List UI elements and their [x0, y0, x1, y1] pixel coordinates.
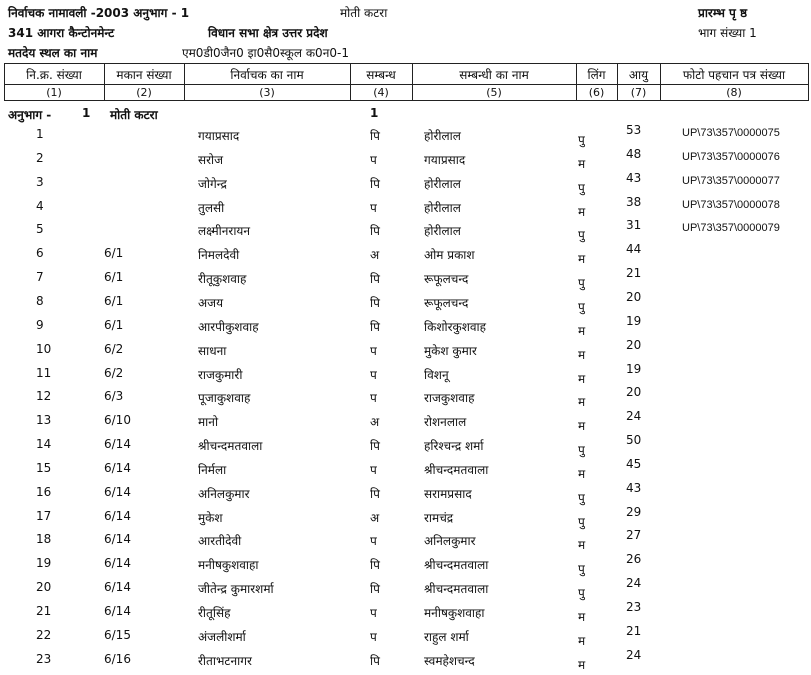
- relation-type: प: [370, 344, 377, 358]
- age: 24: [626, 576, 642, 590]
- house-number: 6/16: [104, 652, 131, 666]
- col-number: (5): [486, 86, 502, 99]
- relative-name: स्वमहेशचन्द: [424, 654, 475, 668]
- age: 26: [626, 552, 642, 566]
- gender: म: [578, 372, 586, 386]
- relation-type: पि: [370, 654, 380, 668]
- gender: पु: [578, 586, 585, 600]
- epic-number: UP\73\357\0000076: [682, 151, 780, 163]
- gender: म: [578, 634, 586, 648]
- gender: म: [578, 205, 586, 219]
- elector-name: गयाप्रसाद: [198, 129, 240, 143]
- serial-number: 7: [36, 270, 44, 284]
- relation-type: पि: [370, 296, 380, 310]
- epic-number: UP\73\357\0000075: [682, 127, 780, 139]
- house-number: 6/14: [104, 532, 131, 546]
- serial-number: 8: [36, 294, 44, 308]
- serial-number: 21: [36, 604, 52, 618]
- relative-name: रूफूलचन्द: [424, 296, 469, 310]
- serial-number: 6: [36, 246, 44, 260]
- serial-number: 2: [36, 151, 44, 165]
- relative-name: श्रीचन्दमतवाला: [424, 558, 489, 572]
- age: 20: [626, 290, 642, 304]
- gender: पु: [578, 300, 585, 314]
- header-top-rule: [4, 63, 809, 64]
- col-number: (7): [630, 86, 647, 99]
- gender: म: [578, 467, 586, 481]
- epic-number: UP\73\357\0000078: [682, 199, 780, 211]
- constituency-name: 341 आगरा कैन्टोनमेन्ट: [8, 26, 115, 40]
- col-number: (4): [373, 86, 389, 99]
- age: 19: [626, 314, 642, 328]
- gender: पु: [578, 228, 585, 242]
- relation-type: पि: [370, 320, 380, 334]
- assembly-label: विधान सभा क्षेत्र उत्तर प्रदेश: [208, 26, 328, 40]
- relative-name: राजकुशवाह: [424, 391, 475, 405]
- age: 29: [626, 505, 642, 519]
- header-mid-rule: [4, 84, 809, 85]
- header-bottom-rule: [4, 100, 809, 101]
- house-number: 6/10: [104, 413, 131, 427]
- gender: म: [578, 252, 586, 266]
- age: 43: [626, 481, 642, 495]
- serial-number: 11: [36, 366, 52, 380]
- serial-number: 14: [36, 437, 52, 451]
- elector-name: मानो: [198, 415, 219, 429]
- epic-number: UP\73\357\0000077: [682, 175, 780, 187]
- elector-name: रीताभटनागर: [198, 654, 252, 668]
- house-number: 6/14: [104, 580, 131, 594]
- gender: पु: [578, 515, 585, 529]
- relative-name: किशोरकुशवाह: [424, 320, 487, 334]
- col-header-relation: सम्बन्ध: [366, 68, 396, 82]
- relative-name: गयाप्रसाद: [424, 153, 466, 167]
- serial-number: 4: [36, 199, 44, 213]
- age: 20: [626, 385, 642, 399]
- epic-number: UP\73\357\0000079: [682, 222, 780, 234]
- polling-station-label: मतदेय स्थल का नाम: [8, 46, 98, 60]
- elector-name: जीतेन्द्र कुमारशर्मा: [198, 582, 274, 596]
- age: 31: [626, 218, 642, 232]
- gender: पु: [578, 276, 585, 290]
- relation-type: पि: [370, 558, 380, 572]
- col-number: (2): [136, 86, 152, 99]
- serial-number: 19: [36, 556, 52, 570]
- gender: पु: [578, 562, 585, 576]
- house-number: 6/1: [104, 318, 124, 332]
- age: 38: [626, 195, 642, 209]
- serial-number: 13: [36, 413, 52, 427]
- elector-name: जोगेन्द्र: [198, 177, 227, 191]
- relative-name: मुकेश कुमार: [424, 344, 477, 358]
- relation-type: प: [370, 606, 377, 620]
- relative-name: होरीलाल: [424, 177, 461, 191]
- elector-name: अजय: [198, 296, 224, 310]
- age: 48: [626, 147, 642, 161]
- relation-type: प: [370, 368, 377, 382]
- house-number: 6/14: [104, 485, 131, 499]
- age: 24: [626, 648, 642, 662]
- gender: पु: [578, 443, 585, 457]
- elector-name: आरपीकुशवाह: [198, 320, 259, 334]
- gender: म: [578, 324, 586, 338]
- col-header-epic: फोटो पहचान पत्र संख्या: [682, 68, 786, 82]
- relation-type: प: [370, 153, 377, 167]
- gender: म: [578, 395, 586, 409]
- col-header-serial: नि.क्र. संख्या: [26, 68, 82, 82]
- age: 50: [626, 433, 642, 447]
- age: 20: [626, 338, 642, 352]
- relation-type: पि: [370, 487, 380, 501]
- serial-number: 10: [36, 342, 52, 356]
- elector-name: निमलदेवी: [198, 248, 240, 262]
- relative-name: मनीषकुशवाहा: [424, 606, 485, 620]
- serial-number: 17: [36, 509, 52, 523]
- relative-name: ओम प्रकाश: [424, 248, 475, 262]
- relative-name: श्रीचन्दमतवाला: [424, 463, 489, 477]
- relation-type: पि: [370, 582, 380, 596]
- section-name: मोती कटरा: [110, 108, 158, 122]
- polling-station-name: एम0डी0जैन0 इा0सै0स्कूल क0न0-1: [182, 46, 349, 60]
- section-number: 1: [82, 106, 91, 120]
- section-count: 1: [370, 106, 379, 120]
- age: 27: [626, 528, 642, 542]
- house-number: 6/1: [104, 270, 124, 284]
- elector-name: श्रीचन्दमतवाला: [198, 439, 263, 453]
- gender: पु: [578, 491, 585, 505]
- col-number: (8): [726, 86, 742, 99]
- section-label: अनुभाग -: [8, 108, 52, 122]
- elector-name: सरोज: [198, 153, 224, 167]
- col-number: (3): [259, 86, 275, 99]
- house-number: 6/14: [104, 556, 131, 570]
- house-number: 6/14: [104, 461, 131, 475]
- serial-number: 9: [36, 318, 44, 332]
- relative-name: रामचंद्र: [424, 511, 454, 525]
- gender: पु: [578, 133, 585, 147]
- relative-name: होरीलाल: [424, 129, 461, 143]
- relative-name: श्रीचन्दमतवाला: [424, 582, 489, 596]
- house-number: 6/2: [104, 342, 124, 356]
- col-number: (1): [46, 86, 62, 99]
- elector-name: तुलसी: [198, 201, 225, 215]
- relative-name: राहुल शर्मा: [424, 630, 469, 644]
- serial-number: 3: [36, 175, 44, 189]
- elector-name: निर्मला: [198, 463, 227, 477]
- col-header-house: मकान संख्या: [116, 68, 172, 82]
- relation-type: अ: [370, 511, 380, 525]
- elector-name: आरतीदेवी: [198, 534, 242, 548]
- locality-name: मोती कटरा: [340, 6, 388, 20]
- relative-name: रूफूलचन्द: [424, 272, 469, 286]
- serial-number: 20: [36, 580, 52, 594]
- relative-name: विशनू: [424, 368, 449, 382]
- relation-type: प: [370, 534, 377, 548]
- serial-number: 16: [36, 485, 52, 499]
- relative-name: होरीलाल: [424, 201, 461, 215]
- serial-number: 1: [36, 127, 44, 141]
- age: 23: [626, 600, 642, 614]
- relation-type: प: [370, 201, 377, 215]
- part-number: भाग संख्या 1: [698, 26, 757, 40]
- house-number: 6/14: [104, 604, 131, 618]
- age: 19: [626, 362, 642, 376]
- gender: म: [578, 157, 586, 171]
- roll-title: निर्वाचक नामावली -2003 अनुभाग - 1: [8, 6, 190, 20]
- elector-name: मनीषकुशवाहा: [198, 558, 259, 572]
- elector-name: पूजाकुशवाह: [198, 391, 251, 405]
- elector-name: मुकेश: [198, 511, 223, 525]
- elector-name: अंजलीशर्मा: [198, 630, 246, 644]
- house-number: 6/2: [104, 366, 124, 380]
- house-number: 6/15: [104, 628, 131, 642]
- age: 43: [626, 171, 642, 185]
- relation-type: प: [370, 630, 377, 644]
- serial-number: 23: [36, 652, 52, 666]
- age: 44: [626, 242, 642, 256]
- relative-name: होरीलाल: [424, 224, 461, 238]
- relation-type: पि: [370, 224, 380, 238]
- house-number: 6/14: [104, 509, 131, 523]
- relation-type: अ: [370, 248, 380, 262]
- age: 21: [626, 624, 642, 638]
- house-number: 6/14: [104, 437, 131, 451]
- col-number: (6): [588, 86, 605, 99]
- relation-type: पि: [370, 177, 380, 191]
- serial-number: 15: [36, 461, 52, 475]
- serial-number: 12: [36, 389, 52, 403]
- elector-name: लक्ष्मीनरायन: [198, 224, 251, 238]
- elector-name: रीतूकुशवाह: [198, 272, 247, 286]
- elector-name: राजकुमारी: [198, 368, 243, 382]
- relation-type: पि: [370, 129, 380, 143]
- relative-name: सरामप्रसाद: [424, 487, 472, 501]
- col-header-age: आयु: [628, 68, 649, 82]
- age: 45: [626, 457, 642, 471]
- col-header-gender: लिंग: [587, 68, 606, 82]
- age: 24: [626, 409, 642, 423]
- gender: म: [578, 419, 586, 433]
- relation-type: प: [370, 463, 377, 477]
- serial-number: 22: [36, 628, 52, 642]
- elector-name: अनिलकुमार: [198, 487, 250, 501]
- gender: म: [578, 610, 586, 624]
- serial-number: 5: [36, 222, 44, 236]
- house-number: 6/3: [104, 389, 124, 403]
- col-header-relative-name: सम्बन्धी का नाम: [459, 68, 529, 82]
- gender: म: [578, 658, 586, 672]
- col-divider: [808, 64, 809, 100]
- age: 53: [626, 123, 642, 137]
- house-number: 6/1: [104, 246, 124, 260]
- start-page-label: प्रारम्भ पृ ष्ठ: [698, 6, 748, 20]
- relative-name: हरिश्चन्द्र शर्मा: [424, 439, 484, 453]
- gender: म: [578, 538, 586, 552]
- age: 21: [626, 266, 642, 280]
- elector-name: रीतूसिंह: [198, 606, 231, 620]
- relative-name: रोशनलाल: [424, 415, 467, 429]
- relation-type: पि: [370, 439, 380, 453]
- house-number: 6/1: [104, 294, 124, 308]
- serial-number: 18: [36, 532, 52, 546]
- relation-type: पि: [370, 272, 380, 286]
- relation-type: प: [370, 391, 377, 405]
- relative-name: अनिलकुमार: [424, 534, 476, 548]
- gender: पु: [578, 181, 585, 195]
- col-header-elector-name: निर्वाचक का नाम: [230, 68, 304, 82]
- gender: म: [578, 348, 586, 362]
- relation-type: अ: [370, 415, 380, 429]
- elector-name: साधना: [198, 344, 227, 358]
